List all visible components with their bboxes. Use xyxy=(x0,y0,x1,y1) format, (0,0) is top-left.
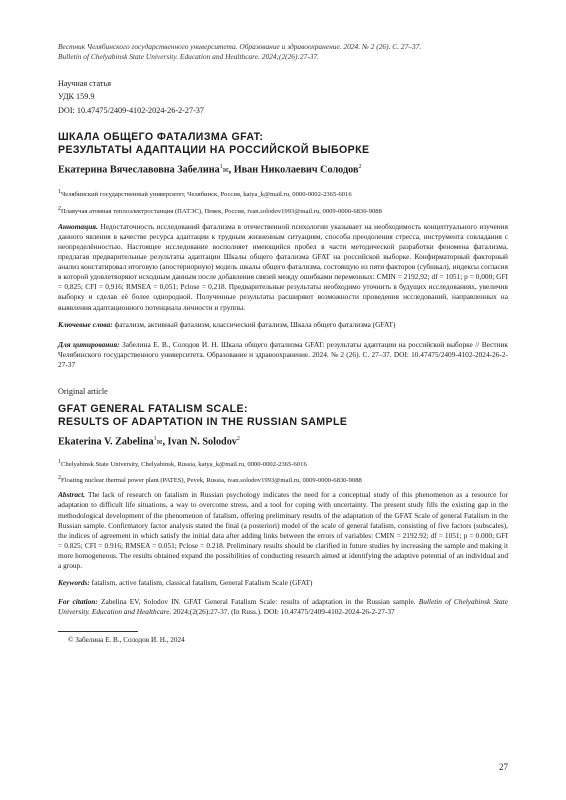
abstract-ru-text: Недостаточность исследований фатализма в отечественной психологии указывает на необходимость концептуального изучения данного явления в качестве ресурса адаптации к трудным жизненным ситуациям, способа преодоления стресса, инструмента совладания с неопределённостью. Настоящее исследование восполняет имеющийся пробел в части методической разработки феномена фатализма, предлагая предварительные результаты адаптации Шкалы общего фатализма GFAT на российской выборке. Конфирматорный факторный анализ констатировал итоговую (апостериорную) модель шкалы общего фатализма, состоящую из пяти факторов (субшкал), индексы согласия в которой удовлетворяют исходным данным после добавления связей между ошибками переменных: CMIN = 2192,92; df = 1051; p = 0,000; GFI = 0,825; CFI = 0,916; RMSEA = 0,051; Pclose = 0,218. Предварительные результаты необходимо уточнить в будущих исследованиях, увеличив выборку и сделав её более однородной. Полученные результаты расширяют возможности проведения исследований, направленных на выявления адаптационного потенциала личности и группы. xyxy=(58,221,508,312)
envelope-icon: ✉ xyxy=(156,438,163,446)
udc: УДК 159.9 xyxy=(58,92,95,101)
aff-ru-2-text: Плавучая атомная теплоэлектростанция (ПАТЭС), Певек, Россия, ivan.solodov1993@mail.ru, 0009-0000-6830-9088 xyxy=(61,207,382,215)
authors-en xyxy=(58,433,508,449)
affiliation-en-2 xyxy=(58,474,508,485)
author2-ru: , Иван Николаевич Солодов xyxy=(228,164,359,176)
authors-ru xyxy=(58,161,508,177)
abstract-ru-label: Аннотация. xyxy=(58,221,98,231)
title-en-line2: RESULTS OF ADAPTATION IN THE RUSSIAN SAMPLE xyxy=(58,415,348,428)
abstract-en-label: Abstract. xyxy=(58,490,86,500)
journal-header-en: Bulletin of Chelyabinsk State University. Education and Healthcare. 2024;(2(26):27-37. xyxy=(58,52,320,61)
journal-header-ru: Вестник Челябинского государственного университета. Образование и здравоохранение. 2024. № 2 (26). С. 27–37. xyxy=(58,42,422,51)
aff-en-2-sup: 2 xyxy=(58,475,61,482)
title-ru-line2: РЕЗУЛЬТАТЫ АДАПТАЦИИ НА РОССИЙСКОЙ ВЫБОРКЕ xyxy=(58,144,370,156)
abstract-en xyxy=(58,490,508,571)
citation-en-label: For citation: xyxy=(58,597,98,607)
aff-en-2-text: Floating nuclear thermal power plant (PATES), Pevek, Russia, ivan.solodov1993@mail.ru, 0009-0000-6830-9088 xyxy=(61,477,362,485)
aff-en-1-text: Chelyabinsk State University, Chelyabinsk, Russia, katya_k@mail.ru, 0000-0002-2365-6016 xyxy=(61,461,307,469)
citation-ru xyxy=(58,340,508,370)
envelope-icon: ✉ xyxy=(222,166,229,175)
citation-en-tail: 2024;(2(26):27-37. (In Russ.). DOI: 10.47475/2409-4102-2024-26-2-27-37 xyxy=(173,607,395,617)
author2-en: , Ivan N. Solodov xyxy=(162,436,237,447)
author2-en-sup: 2 xyxy=(236,435,240,442)
page-number: 27 xyxy=(499,762,508,772)
copyright: © Забелина Е. В., Солодов И. Н., 2024 xyxy=(68,636,185,645)
author2-ru-sup: 2 xyxy=(358,164,362,170)
keywords-en-label: Keywords: xyxy=(58,578,90,588)
title-ru-line1: ШКАЛА ОБЩЕГО ФАТАЛИЗМА GFAT: xyxy=(58,131,264,143)
abstract-ru xyxy=(58,222,508,313)
author1-en: Ekaterina V. Zabelina xyxy=(58,436,154,447)
footnote-rule xyxy=(58,631,138,632)
author1-en-sup: 1 xyxy=(153,435,157,442)
title-en-line1: GFAT GENERAL FATALISM SCALE: xyxy=(58,402,248,415)
article-title-ru xyxy=(58,131,508,157)
author1-ru: Екатерина Вячеславовна Забелина xyxy=(58,164,220,176)
aff-ru-1-sup: 1 xyxy=(58,189,61,196)
aff-ru-1-text: Челябинский государственный университет, Челябинск, Россия, katya_k@mail.ru, 0000-0002-2365-6016 xyxy=(61,191,352,199)
citation-en-text: Zabelina EV, Solodov IN. GFAT General Fatalism Scale: results of adaptation in the Russian sample. xyxy=(100,597,416,607)
keywords-en xyxy=(58,578,508,588)
article-title-en xyxy=(58,403,508,429)
citation-ru-label: Для цитирования: xyxy=(58,339,120,349)
keywords-ru-label: Ключевые слова: xyxy=(58,319,113,329)
keywords-ru-text: фатализм, активный фатализм, классический фатализм, Шкала общего фатализма (GFAT) xyxy=(114,319,396,329)
keywords-en-text: fatalism, active fatalism, classical fatalism, General Fatalism Scale (GFAT) xyxy=(91,578,313,588)
journal-header xyxy=(58,42,508,62)
keywords-ru xyxy=(58,320,508,330)
doi: DOI: 10.47475/2409-4102-2024-26-2-27-37 xyxy=(58,105,204,115)
aff-en-1-sup: 1 xyxy=(58,459,61,465)
citation-en xyxy=(58,597,508,617)
citation-en-journal: Bulletin of Chelyabinsk State University. Education and Healthcare. xyxy=(58,597,509,617)
citation-ru-text: Забелина Е. В., Солодов И. Н. Шкала общего фатализма GFAT: результаты адаптации на российской выборке // Вестник Челябинского государственного университета. Образование и здравоохранение. 2024. № 2 (26). С. 27–37. DOI: 10.47475/2409-4102-2024-26-2-27-37 xyxy=(58,339,508,369)
affiliation-en-1 xyxy=(58,458,508,469)
affiliation-ru-2 xyxy=(58,205,508,216)
aff-ru-2-sup: 2 xyxy=(58,205,61,212)
article-type-ru: Научная статья xyxy=(58,79,111,88)
article-type-en: Original article xyxy=(58,386,108,396)
affiliation-ru-1 xyxy=(58,188,508,199)
affiliations-en xyxy=(58,458,508,485)
affiliations-ru xyxy=(58,188,508,215)
author1-ru-sup: 1 xyxy=(219,164,223,170)
abstract-en-text: The lack of research on fatalism in Russian psychology indicates the need for a conceptual study of this phenomenon as a resource for adaptation to difficult life situations, a way to overcome stress, and a tool for coping with uncertainty. The present study fills the existing gap in the methodological development of the phenomenon of fatalism, offering preliminary results of the adaptation of the GFAT Scale of general Fatalism in the Russian sample. Confirmatory factor analysis stated the final (a posteriori) model of the scale of general fatalism, consisting of five factors (subscales), the indices of agreement in which satisfy the initial data after adding links between the errors of variables: CMIN = 2192.92; df = 1051; p = 0.000; GFI = 0.825; CFI = 0.916; RMSEA = 0.051; Pclose = 0.218. Preliminary results should be clarified in future studies by increasing the sample and making it more homogeneous. The results obtained expand the possibilities of conducting research aimed at identifying the adaptive potential of an individual and a group. xyxy=(58,490,508,571)
